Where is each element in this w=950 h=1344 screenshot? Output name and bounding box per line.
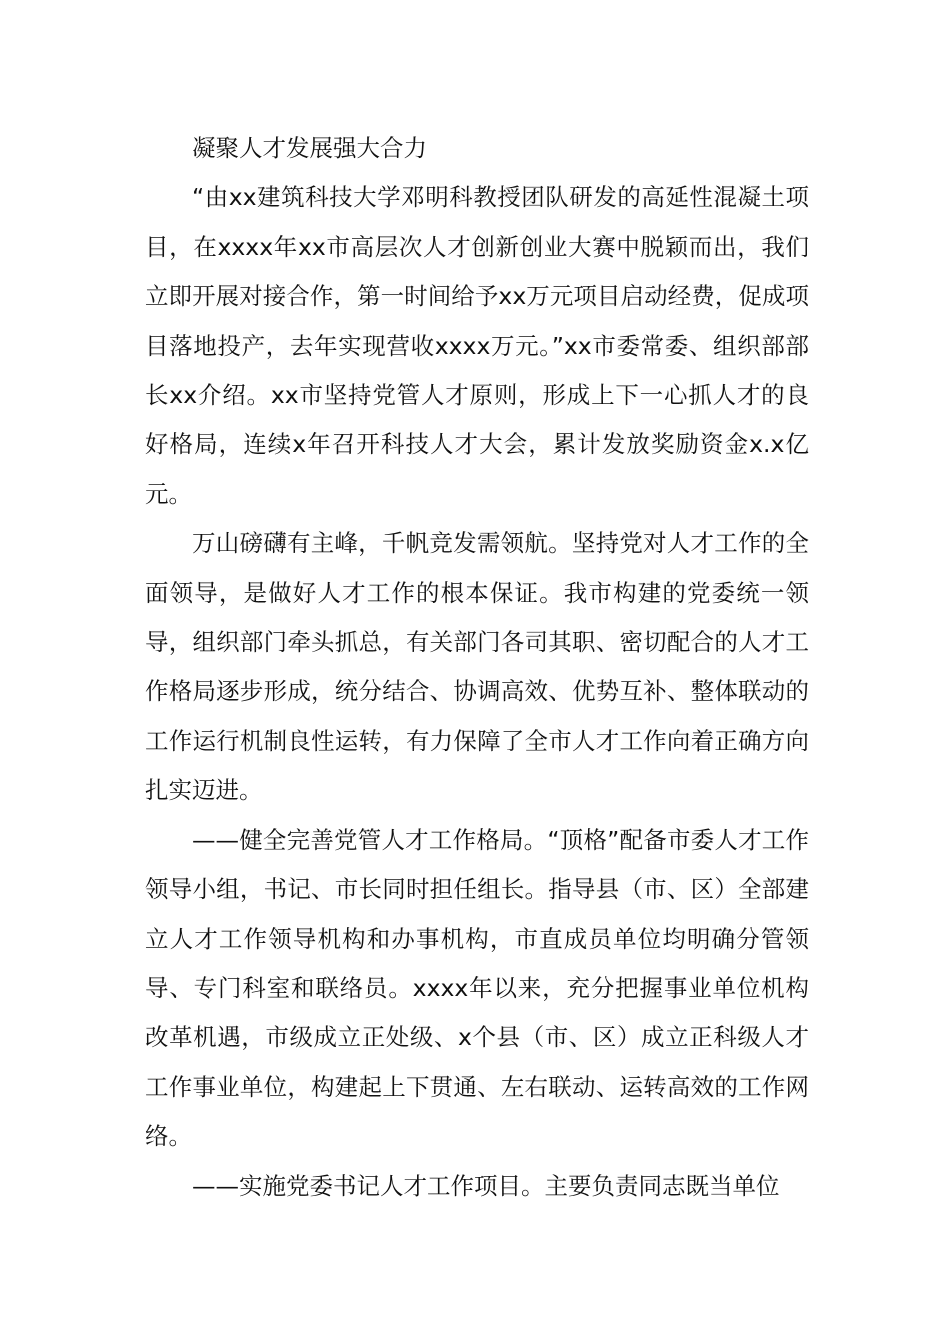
document-title: 凝聚人才发展强大合力 <box>192 134 427 162</box>
paragraph-4: ——实施党委书记人才工作项目。主要负责同志既当单位 <box>192 1171 780 1200</box>
paragraph-3: ——健全完善党管人才工作格局。“顶格”配备市委人才工作领导小组，书记、市长同时担任组长。指导县（市、区）全部建立人才工作领导机构和办事机构，市直成员单位均明确分管领导、专门科室和联络员。xxxx年以来，充分把握事业单位机构改革机遇，市级成立正处级、x个县（市、区）成立正科级人才工作事业单位，构建起上下贯通、左右联动、运转高效的工作网络。 <box>145 825 809 1151</box>
paragraph-1: “由xx建筑科技大学邓明科教授团队研发的高延性混凝土项目，在xxxx年xx市高层次人才创新创业大赛中脱颖而出，我们立即开展对接合作，第一时间给予xx万元项目启动经费，促成项目落地投产，去年实现营收xxxx万元。”xx市委常委、组织部部长xx介绍。xx市坚持党管人才原则，形成上下一心抓人才的良好格局，连续x年召开科技人才大会，累计发放奖励资金x.x亿元。 <box>145 183 809 508</box>
document-body <box>145 124 809 1211</box>
paragraph-2: 万山磅礴有主峰，千帆竞发需领航。坚持党对人才工作的全面领导，是做好人才工作的根本保证。我市构建的党委统一领导，组织部门牵头抓总，有关部门各司其职、密切配合的人才工作格局逐步形成，统分结合、协调高效、优势互补、整体联动的工作运行机制良性运转，有力保障了全市人才工作向着正确方向扎实迈进。 <box>145 529 809 805</box>
